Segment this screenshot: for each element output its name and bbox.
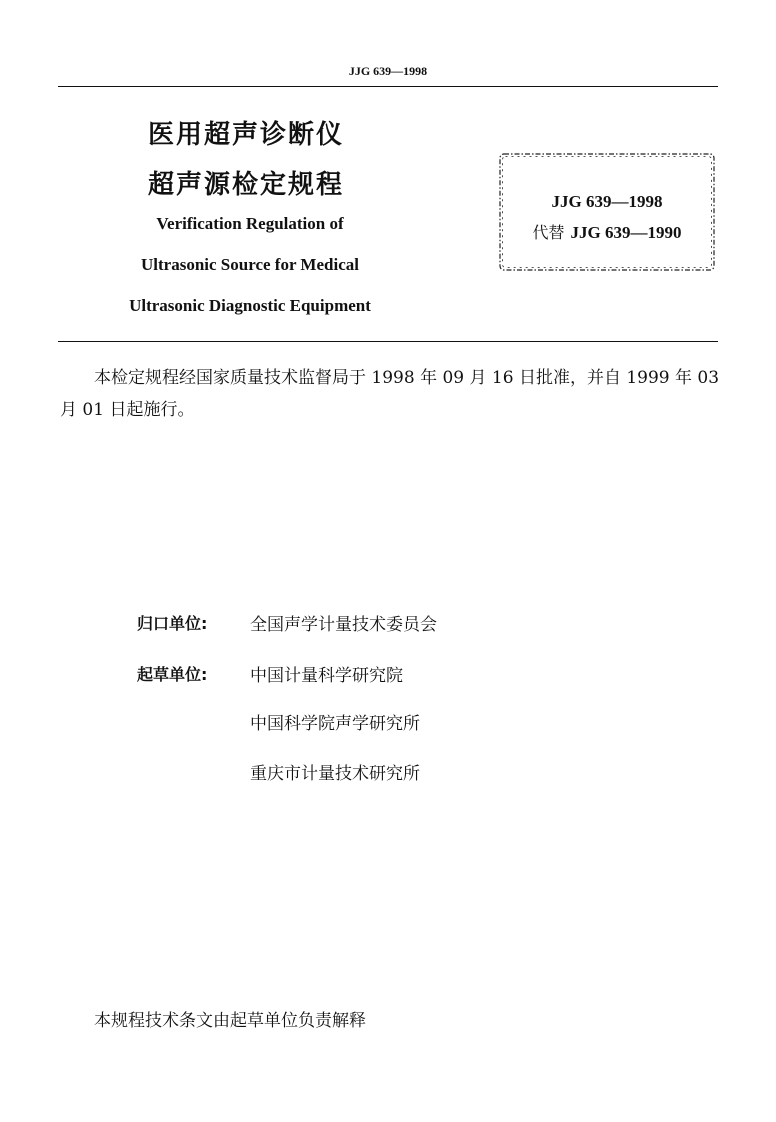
responsible-unit-value: 全国声学计量技术委员会 [250, 615, 437, 635]
section-rule [58, 341, 718, 342]
approval-paragraph: 本检定规程经国家质量技术监督局于 1998 年 09 月 16 日批准，并自 1999 年 03 月 01 日起施行。 [60, 368, 720, 420]
standard-number-box [498, 152, 716, 272]
responsible-unit-label: 归口单位: [137, 614, 208, 633]
drafting-unit-label: 起草单位: [137, 665, 208, 684]
interpretation-note: 本规程技术条文由起草单位负责解释 [94, 1011, 366, 1031]
title-cn-line1: 医用超声诊断仪 [148, 120, 345, 150]
replaces-label: 代替 [532, 223, 565, 242]
title-en-line1: Verification Regulation of [156, 214, 344, 233]
page-header-code: JJG 639—1998 [348, 64, 428, 78]
title-en-line2: Ultrasonic Source for Medical [141, 255, 359, 274]
replaces-line [498, 220, 716, 243]
header-rule [58, 86, 718, 87]
title-en-line3: Ultrasonic Diagnostic Equipment [129, 296, 371, 315]
replaces-number: JJG 639—1990 [570, 223, 682, 242]
drafting-unit-1: 中国计量科学研究院 [250, 666, 403, 686]
decorative-border [498, 152, 716, 272]
title-cn-line2: 超声源检定规程 [148, 170, 345, 200]
drafting-unit-2: 中国科学院声学研究所 [250, 714, 420, 734]
standard-number: JJG 639—1998 [551, 192, 663, 211]
drafting-unit-3: 重庆市计量技术研究所 [250, 764, 420, 784]
